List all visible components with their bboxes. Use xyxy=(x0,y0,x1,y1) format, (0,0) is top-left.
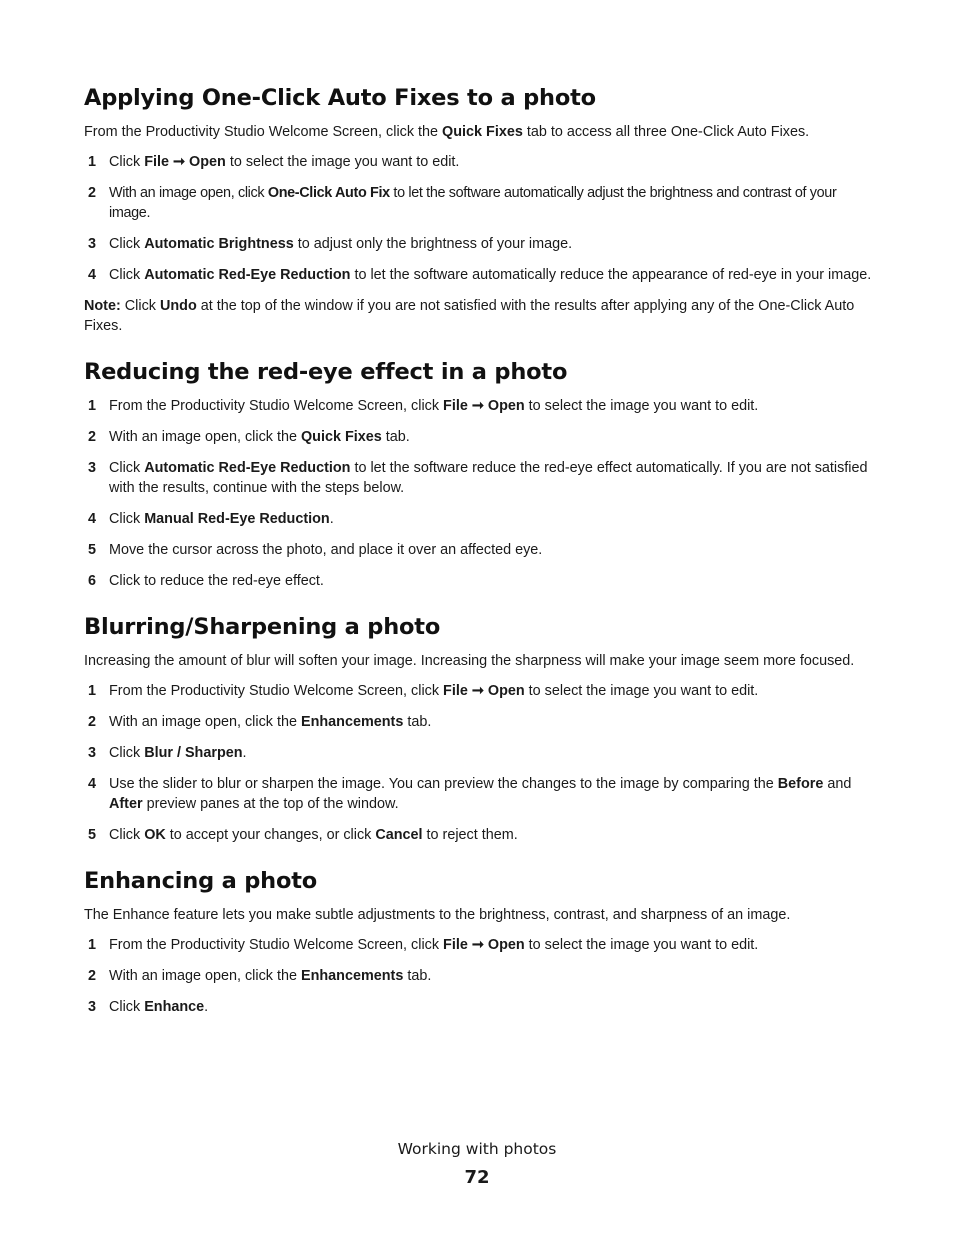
step-item: 2 With an image open, click the Enhancements tab. xyxy=(88,714,432,730)
step-item: 3 Click Blur / Sharpen. xyxy=(88,745,247,761)
step-item: 4 Click Automatic Red-Eye Reduction to let the software automatically reduce the appearance of red-eye in your image. xyxy=(88,267,872,283)
step-item: 1 From the Productivity Studio Welcome Screen, click File ➞ Open to select the image you want to edit. xyxy=(88,398,759,414)
step-item: 3 Click Automatic Red-Eye Reduction to let the software reduce the red-eye effect automatically. If you are not satisfied with the results, continue with the steps below. xyxy=(88,460,868,496)
section-intro: Increasing the amount of blur will soften your image. Increasing the sharpness will make your image seem more focused. xyxy=(84,653,855,669)
arrow-icon: ➞ xyxy=(467,398,488,414)
step-item: 4 Use the slider to blur or sharpen the image. You can preview the changes to the image by comparing the Before and After preview panes at the top of the window. xyxy=(88,776,852,812)
note: Note: Click Undo at the top of the window if you are not satisfied with the results after applying any of the One-Click Auto Fixes. xyxy=(84,298,855,334)
step-item: 1 From the Productivity Studio Welcome Screen, click File ➞ Open to select the image you want to edit. xyxy=(88,937,759,953)
step-item: 1 From the Productivity Studio Welcome Screen, click File ➞ Open to select the image you want to edit. xyxy=(88,683,759,699)
footer-chapter-title: Working with photos xyxy=(397,1140,557,1158)
step-item: 2 With an image open, click the Quick Fixes tab. xyxy=(88,429,410,445)
section-title: Applying One-Click Auto Fixes to a photo xyxy=(84,85,596,111)
section-auto-fixes xyxy=(84,84,874,336)
section-title: Reducing the red-eye effect in a photo xyxy=(84,359,568,385)
step-item: 2 With an image open, click One-Click Auto Fix to let the software automatically adjust the brightness and contrast of your image. xyxy=(88,185,837,221)
arrow-icon: ➞ xyxy=(467,937,488,953)
arrow-icon: ➞ xyxy=(467,683,488,699)
step-item: 4 Click Manual Red-Eye Reduction. xyxy=(88,511,334,527)
section-enhance xyxy=(84,867,874,1017)
step-item: 5 Click OK to accept your changes, or click Cancel to reject them. xyxy=(88,827,518,843)
section-red-eye xyxy=(84,358,874,591)
steps-list xyxy=(84,935,874,1017)
step-item: 6 Click to reduce the red-eye effect. xyxy=(88,573,324,589)
step-item: 3 Click Automatic Brightness to adjust only the brightness of your image. xyxy=(88,236,573,252)
steps-list xyxy=(84,396,874,591)
step-item: 1 Click File ➞ Open to select the image you want to edit. xyxy=(88,154,460,170)
section-title: Blurring/Sharpening a photo xyxy=(84,614,441,640)
steps-list xyxy=(84,681,874,845)
step-item: 5 Move the cursor across the photo, and place it over an affected eye. xyxy=(88,542,543,558)
section-title: Enhancing a photo xyxy=(84,868,318,894)
arrow-icon: ➞ xyxy=(168,154,190,170)
page-number: 72 xyxy=(464,1167,490,1188)
steps-list xyxy=(84,152,874,285)
step-item: 2 With an image open, click the Enhancements tab. xyxy=(88,968,432,984)
section-intro: From the Productivity Studio Welcome Screen, click the Quick Fixes tab to access all three One-Click Auto Fixes. xyxy=(84,124,810,140)
section-blur-sharpen xyxy=(84,613,874,845)
section-intro: The Enhance feature lets you make subtle adjustments to the brightness, contrast, and sharpness of an image. xyxy=(84,907,791,923)
document-page xyxy=(84,84,874,1028)
step-item: 3 Click Enhance. xyxy=(88,999,209,1015)
